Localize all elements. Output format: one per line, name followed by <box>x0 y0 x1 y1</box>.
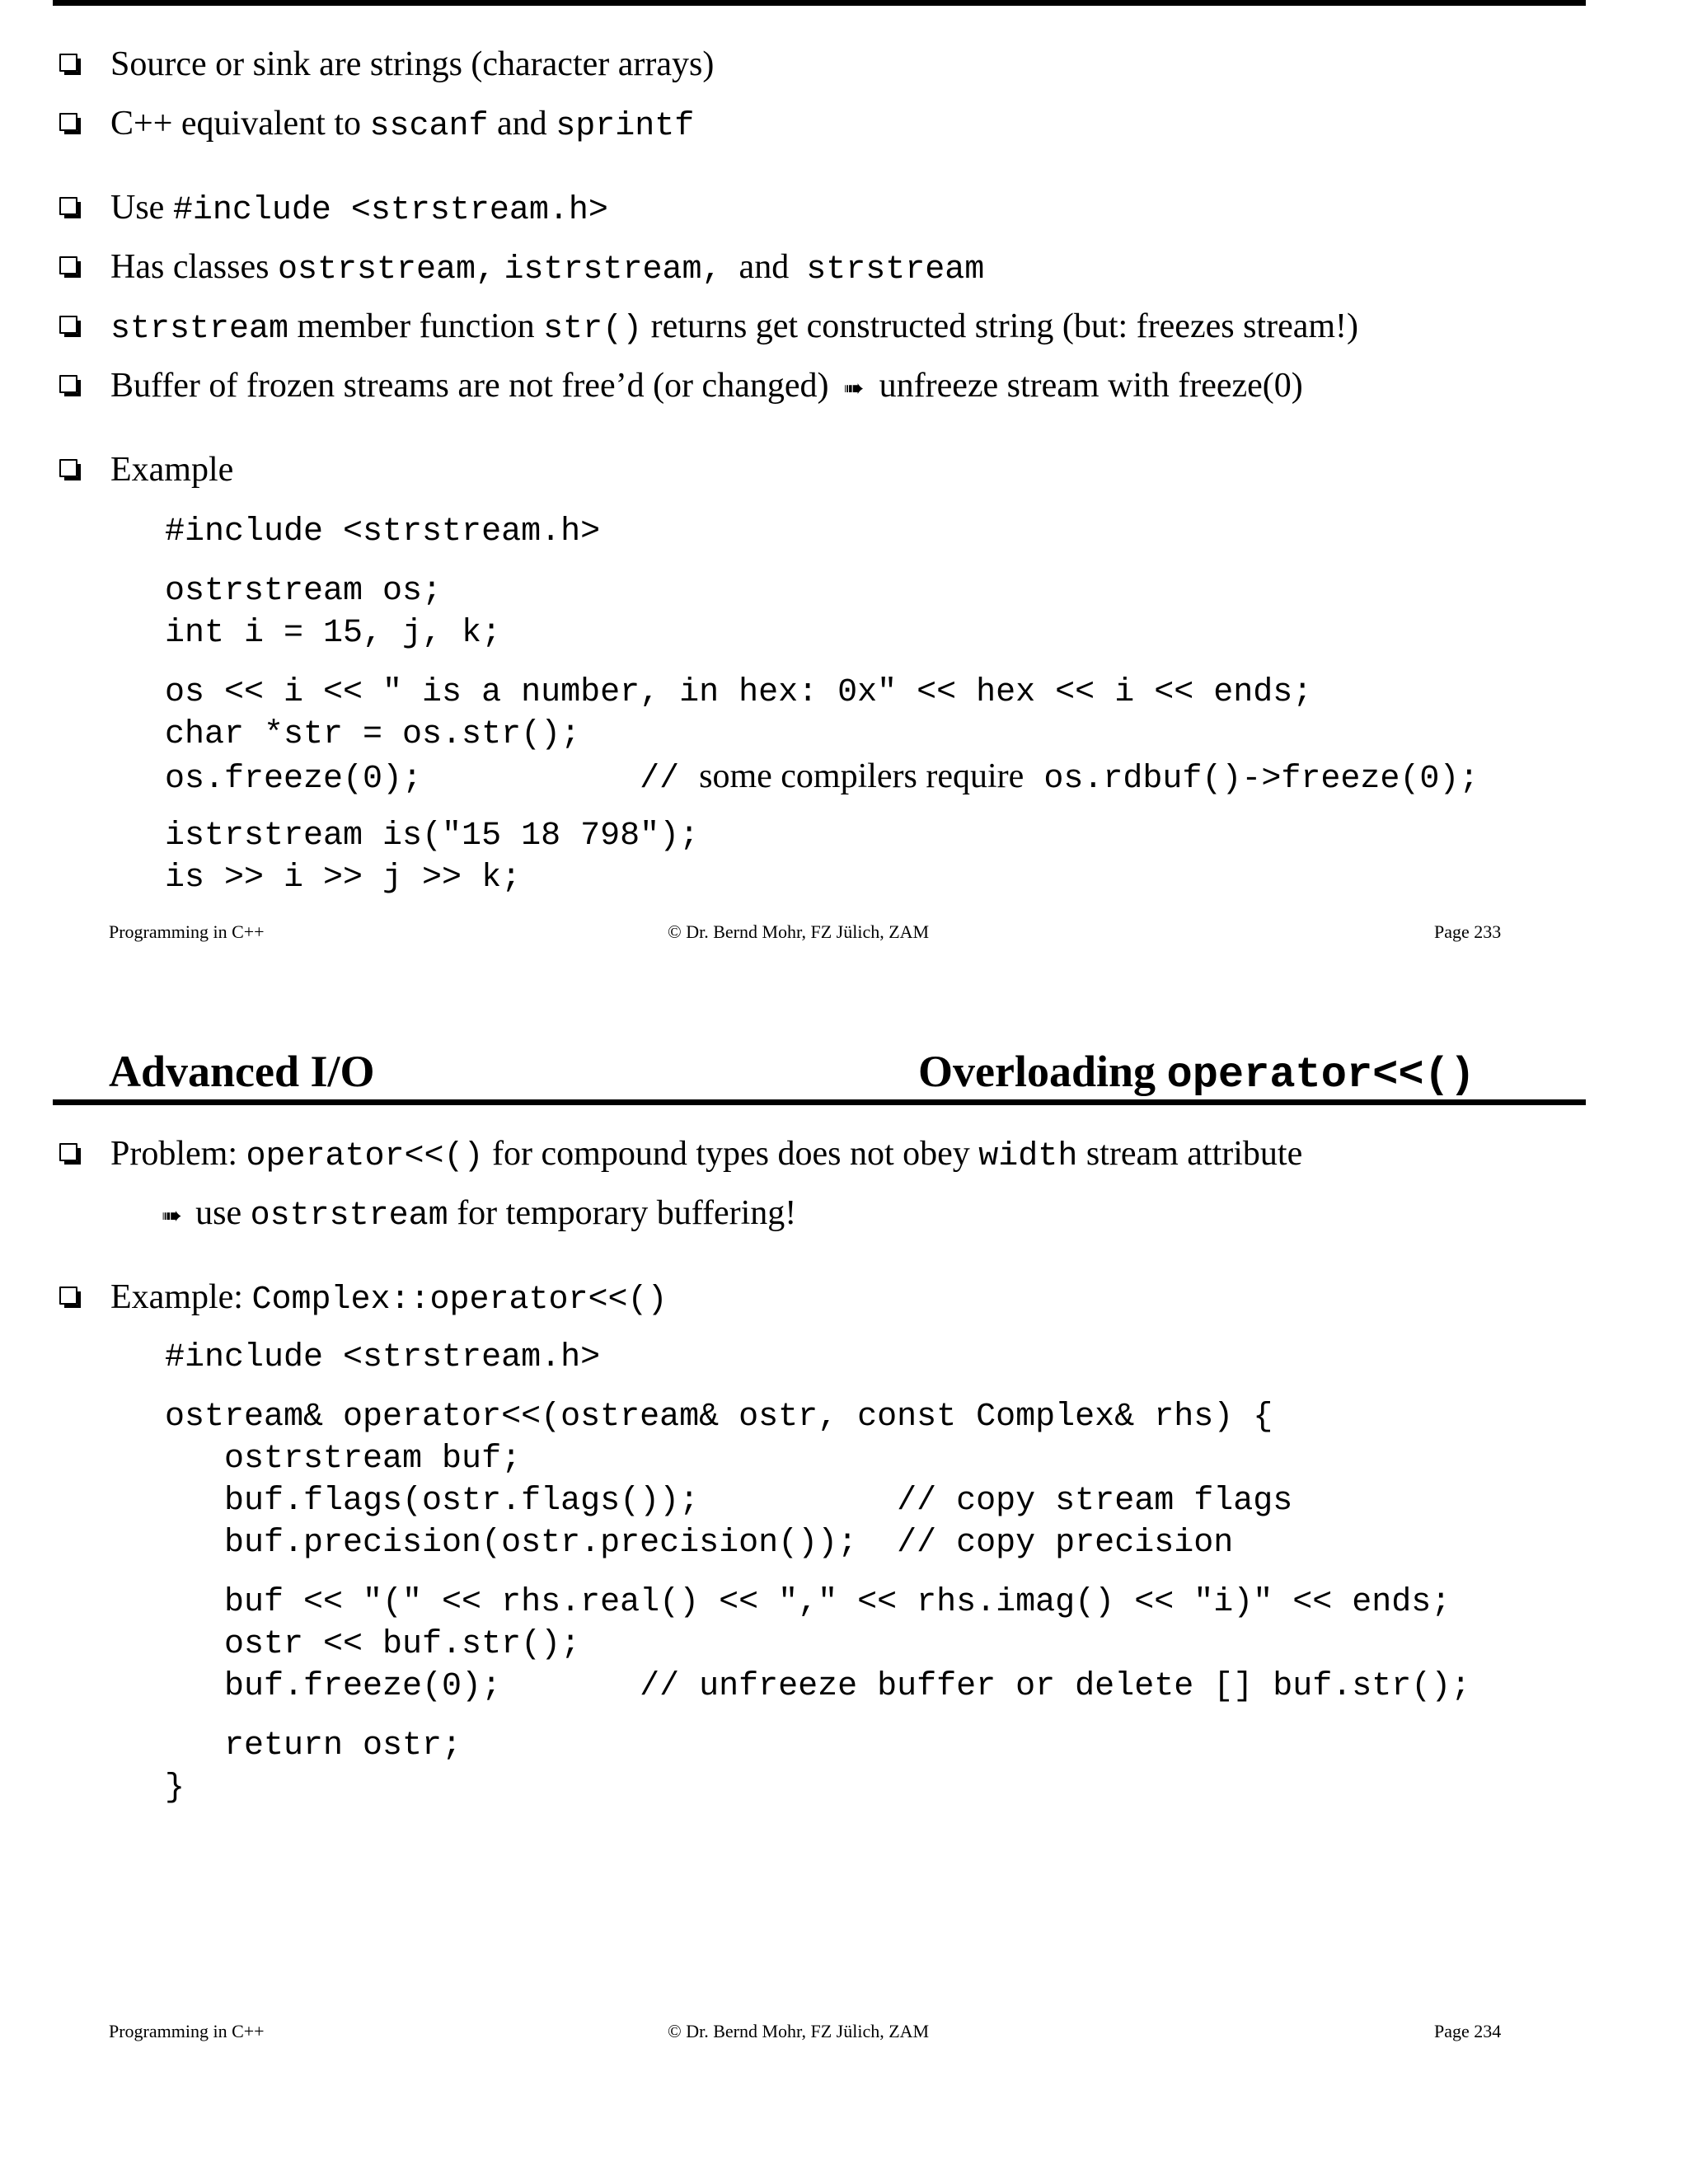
footer-right-233: Page 233 <box>1434 921 1502 942</box>
code-line-char-str: char *str = os.str(); <box>165 716 581 753</box>
checkbox-bullet-icon <box>59 1286 77 1305</box>
code-line-ostrstream: ostrstream os; <box>165 573 443 610</box>
code-line-close-brace: } <box>165 1769 185 1807</box>
page-title-left: Advanced I/O <box>109 1047 375 1096</box>
footer-right-234: Page 234 <box>1434 2021 1502 2041</box>
code-line-istrstream: istrstream is("15 18 798"); <box>165 818 700 855</box>
footer-left-234: Programming in C++ <box>109 2021 265 2041</box>
checkbox-bullet-icon <box>59 1143 77 1161</box>
code-line-os-output: os << i << " is a number, in hex: 0x" << hex << i << ends; <box>165 674 1313 711</box>
bullet-use-include: Use #include <strstream.h> <box>110 186 608 232</box>
checkbox-bullet-icon <box>59 375 77 393</box>
bullet-example: Example <box>110 448 233 491</box>
checkbox-bullet-icon <box>59 197 77 215</box>
bullet-has-classes: Has classes ostrstream, istrstream, and strstream <box>110 246 984 292</box>
code-line-signature: ostream& operator<<(ostream& ostr, const Complex& rhs) { <box>165 1399 1273 1436</box>
code-line-ostr-output: ostr << buf.str(); <box>165 1626 581 1663</box>
bullet-problem: Problem: operator<<() for compound types does not obey width stream attribute <box>110 1132 1302 1179</box>
checkbox-bullet-icon <box>59 316 77 334</box>
arrow-right-icon: ➠ <box>843 374 865 403</box>
sub-bullet-use-ostrstream: ➠ use ostrstream for temporary buffering! <box>162 1192 796 1238</box>
top-rule <box>53 0 1586 6</box>
footer-center-234: © Dr. Bernd Mohr, FZ Jülich, ZAM <box>668 2021 930 2041</box>
arrow-right-icon: ➠ <box>162 1202 183 1230</box>
footer-left-233: Programming in C++ <box>109 921 265 942</box>
bullet-str-member: strstream member function str() returns get constructed string (but: freezes stream!) <box>110 305 1358 351</box>
bullet-example-complex: Example: Complex::operator<<() <box>110 1276 668 1322</box>
code-include-233: #include <strstream.h> <box>165 513 601 551</box>
bullet-source-sink: Source or sink are strings (character arrays) <box>110 43 714 86</box>
code-line-input: is >> i >> j >> k; <box>165 860 522 897</box>
code-include-234: #include <strstream.h> <box>165 1339 601 1376</box>
page-title-right: Overloading operator<<() <box>918 1047 1475 1099</box>
title-rule <box>53 1099 1586 1105</box>
code-line-buf-freeze: buf.freeze(0); // unfreeze buffer or delete [] buf.str(); <box>165 1668 1471 1705</box>
checkbox-bullet-icon <box>59 54 77 72</box>
bullet-cpp-equivalent: C++ equivalent to sscanf and sprintf <box>110 102 694 148</box>
code-line-freeze: os.freeze(0); // some compilers require os.rdbuf()->freeze(0); <box>165 757 1479 798</box>
checkbox-bullet-icon <box>59 113 77 131</box>
checkbox-bullet-icon <box>59 459 77 477</box>
footer-center-233: © Dr. Bernd Mohr, FZ Jülich, ZAM <box>668 921 930 942</box>
bullet-frozen-buffer: Buffer of frozen streams are not free’d (or changed) ➠ unfreeze stream with freeze(0) <box>110 364 1303 410</box>
checkbox-bullet-icon <box>59 256 77 274</box>
code-line-buf-decl: ostrstream buf; <box>165 1441 522 1478</box>
code-line-precision: buf.precision(ostr.precision()); // copy precision <box>165 1525 1234 1562</box>
code-line-int: int i = 15, j, k; <box>165 615 502 652</box>
code-line-buf-output: buf << "(" << rhs.real() << "," << rhs.imag() << "i)" << ends; <box>165 1584 1451 1621</box>
code-line-flags: buf.flags(ostr.flags()); // copy stream flags <box>165 1483 1293 1520</box>
code-line-return: return ostr; <box>165 1727 462 1765</box>
